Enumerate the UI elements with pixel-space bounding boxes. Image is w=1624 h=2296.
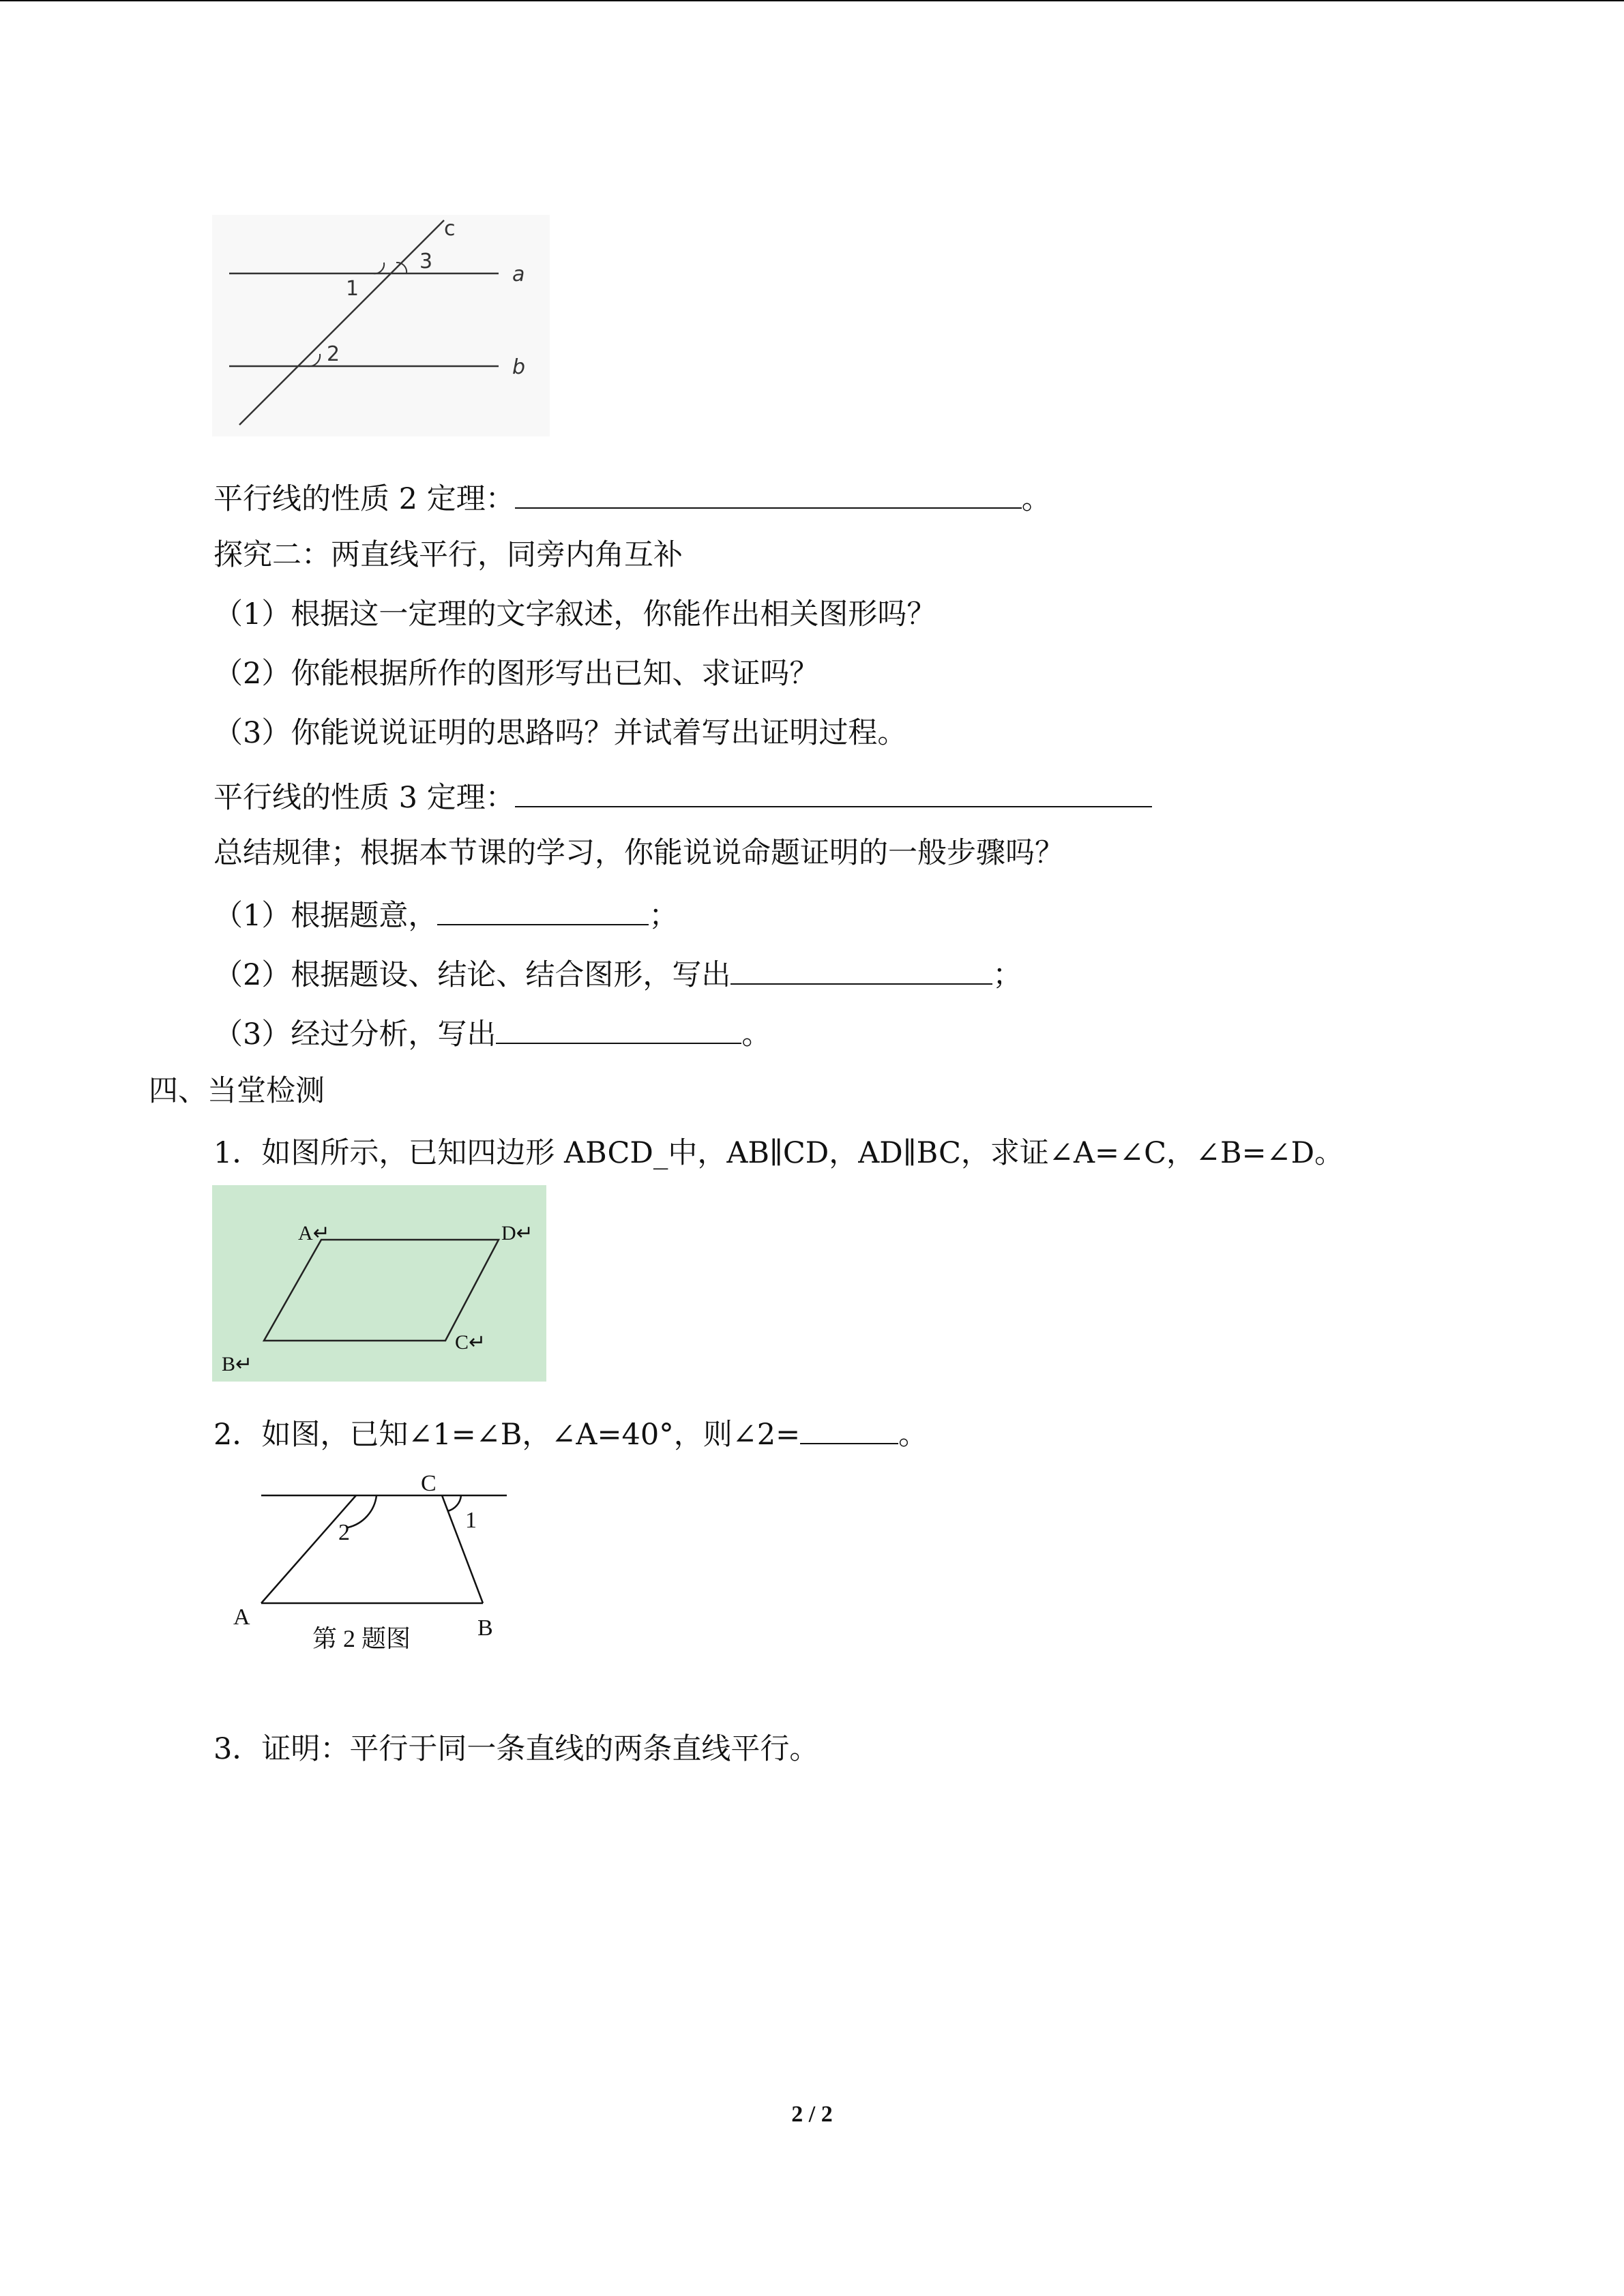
figure-background xyxy=(212,1185,546,1382)
summary-step-1 xyxy=(213,894,678,935)
explore-2-title: 探究二：两直线平行，同旁内角互补 xyxy=(213,538,683,572)
line-c-label: c xyxy=(444,217,456,241)
angle-2-label: 2 xyxy=(338,1520,350,1545)
line-a-label: a xyxy=(512,263,525,286)
angle-2-label: 2 xyxy=(327,342,340,366)
problem-2-end: 。 xyxy=(898,1418,928,1452)
section-4-heading: 四、当堂检测 xyxy=(149,1074,325,1108)
line-b-label: b xyxy=(512,355,526,379)
problem-2-text: 2．如图，已知∠1=∠B，∠A=40°，则∠2= xyxy=(213,1418,801,1452)
summary-title: 总结规律；根据本节课的学习，你能说说命题证明的一般步骤吗？ xyxy=(213,836,1064,870)
summary-step-1-end: ； xyxy=(649,899,679,933)
vertex-d-label: D↵ xyxy=(501,1222,533,1244)
angle-1-label: 1 xyxy=(346,277,359,301)
vertex-a-label: A↵ xyxy=(298,1222,330,1244)
summary-step-2-text: （2）根据题设、结论、结合图形，写出 xyxy=(213,958,731,992)
vertex-c-label: C xyxy=(421,1471,437,1496)
summary-step-3-end: 。 xyxy=(741,1017,771,1052)
summary-step-1-blank[interactable] xyxy=(437,894,649,925)
summary-step-2-end: ； xyxy=(992,958,1022,992)
explore-2-question-2: （2）你能根据所作的图形写出已知、求证吗？ xyxy=(213,657,819,691)
page-number: 2 / 2 xyxy=(791,2102,833,2127)
figure-caption: 第 2 题图 xyxy=(312,1625,411,1652)
explore-2-question-1: （1）根据这一定理的文字叙述，你能作出相关图形吗？ xyxy=(213,597,936,631)
summary-step-2 xyxy=(213,953,1022,994)
property-2-label: 平行线的性质 2 定理： xyxy=(213,482,515,516)
property-2-line xyxy=(213,477,1051,518)
summary-step-3-text: （3）经过分析，写出 xyxy=(213,1017,497,1052)
property-3-label: 平行线的性质 3 定理： xyxy=(213,781,515,815)
angle-1-label: 1 xyxy=(465,1508,477,1533)
parallel-lines-figure xyxy=(212,215,550,436)
summary-step-3 xyxy=(213,1013,771,1054)
property-2-blank[interactable] xyxy=(515,477,1022,509)
parallelogram-figure xyxy=(212,1185,546,1382)
summary-step-3-blank[interactable] xyxy=(496,1013,741,1044)
property-3-line xyxy=(213,776,1152,817)
vertex-a-label: A xyxy=(233,1605,250,1630)
problem-3: 3．证明：平行于同一条直线的两条直线平行。 xyxy=(213,1732,819,1766)
problem-2 xyxy=(213,1413,928,1454)
angle-3-label: 3 xyxy=(419,250,433,273)
trapezoid-figure xyxy=(225,1466,518,1664)
summary-step-2-blank[interactable] xyxy=(730,953,992,985)
vertex-b-label: B xyxy=(477,1615,493,1641)
problem-1: 1．如图所示，已知四边形 ABCD_中，AB∥CD，AD∥BC，求证∠A=∠C，∠B=∠D。 xyxy=(213,1136,1344,1170)
vertex-b-label: B↵ xyxy=(222,1353,253,1375)
vertex-c-label: C↵ xyxy=(455,1331,486,1354)
explore-2-question-3: （3）你能说说证明的思路吗？并试着写出证明过程。 xyxy=(213,716,907,750)
summary-step-1-text: （1）根据题意， xyxy=(213,899,438,933)
property-2-end: 。 xyxy=(1021,482,1051,516)
page-top-border xyxy=(0,0,1624,1)
property-3-blank[interactable] xyxy=(515,776,1152,807)
problem-2-blank[interactable] xyxy=(800,1413,898,1444)
